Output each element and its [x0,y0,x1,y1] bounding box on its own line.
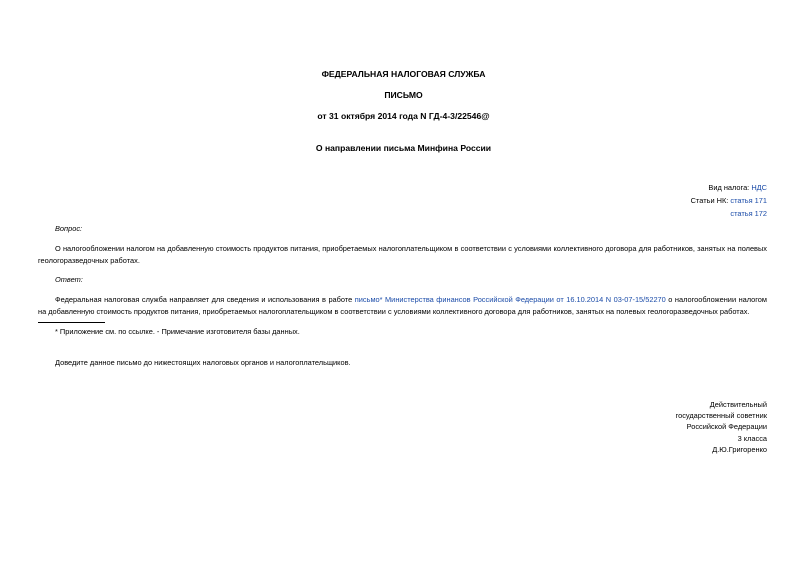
document-subject: О направлении письма Минфина России [315,143,492,153]
footnote-divider [38,322,105,323]
answer-label: Ответ: [55,275,83,284]
answer-text [38,294,767,319]
signature-block [676,399,767,455]
answer-text-before: Федеральная налоговая служба направляет для сведения и использования в работе [55,295,355,304]
article-172-link[interactable]: статья 172 [730,209,767,218]
signature-line-4: 3 класса [737,433,767,443]
minfin-letter-link[interactable]: письмо* Министерства финансов Российской Федерации от 16.10.2014 N 03-07-15/52270 [354,295,666,304]
document-date-number: от 31 октября 2014 года N ГД-4-3/22546@ [317,111,490,121]
tax-type-label: Вид налога: [708,183,750,192]
document-meta [691,181,767,220]
tax-type-link[interactable]: НДС [751,183,767,192]
articles-row-2 [691,207,767,220]
signature-line-3: Российской Федерации [686,422,767,432]
signature-line-1: Действительный [709,400,767,409]
articles-label: Статьи НК: [690,196,729,205]
footnote: * Приложение см. по ссылке. - Примечание изготовителя базы данных. [55,327,300,336]
article-171-link[interactable]: статья 171 [730,196,767,205]
tax-type-row [691,181,767,194]
signature-line-2: государственный советник [675,411,767,421]
question-text: О налогообложении налогом на добавленную стоимость продуктов питания, приобретаемых налогоплательщиком в соответствии с условиями коллективного договора для работников, занятых на полевых геологоразведочных работах. [38,244,767,266]
closing-instruction: Доведите данное письмо до нижестоящих налоговых органов и налогоплательщиков. [55,358,351,367]
articles-row [691,194,767,207]
agency-title: ФЕДЕРАЛЬНАЯ НАЛОГОВАЯ СЛУЖБА [321,69,486,79]
document-type: ПИСЬМО [384,90,423,100]
answer-text-after: о налогообложении налогом на добавленную стоимость продуктов питания, приобретаемых налогоплательщиком в соответствии с условиями коллективного договора для работников, занятых на полевых геологоразведочных работах. [38,295,767,317]
question-label: Вопрос: [55,224,83,233]
signatory-name: Д.Ю.Григоренко [712,444,767,454]
